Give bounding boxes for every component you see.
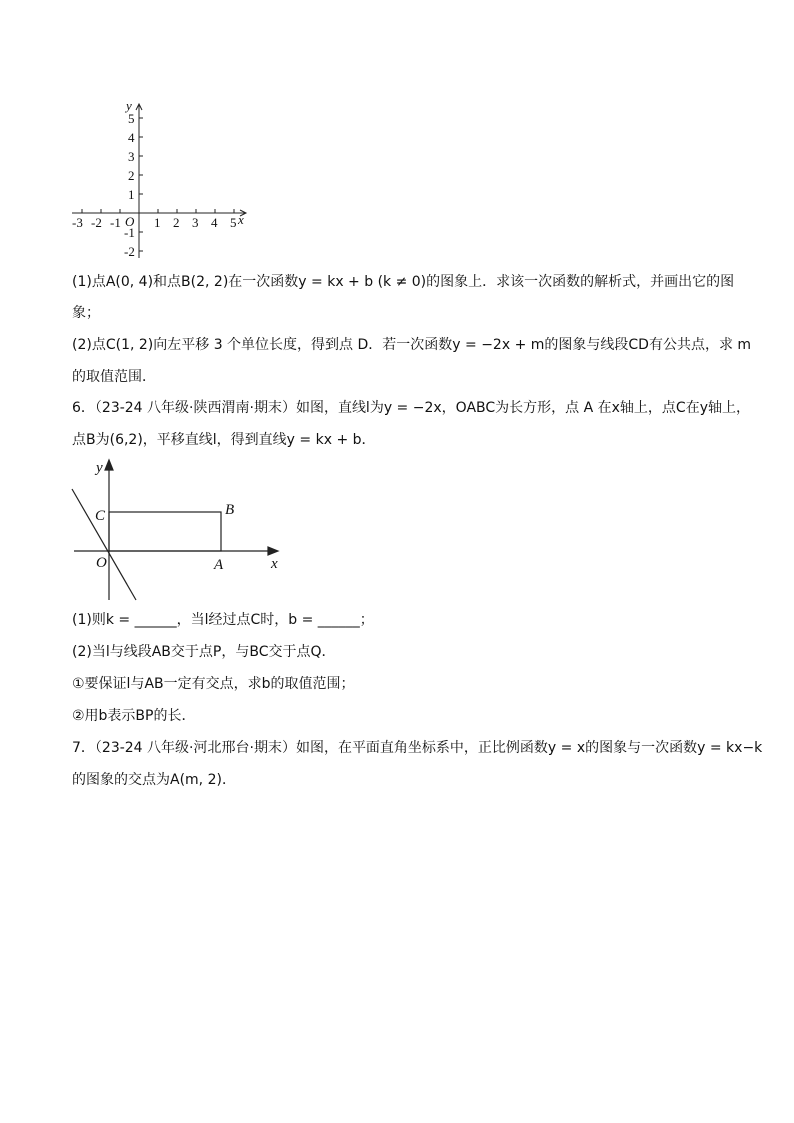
origin-label: O xyxy=(125,214,135,229)
q5-part1-line2: 象； xyxy=(72,305,100,321)
q7-stem-line2: 的图象的交点为A(m, 2)． xyxy=(72,772,236,788)
x-tick-label: -3 xyxy=(72,215,83,230)
y-tick-label: -1 xyxy=(124,225,135,240)
rectangle-oabc xyxy=(109,512,221,551)
y-tick-label: 3 xyxy=(128,149,135,164)
y-tick-label: -2 xyxy=(124,244,135,259)
x-axis-arrow xyxy=(268,547,278,555)
q6-part1: (1)则k = ______，当l经过点C时，b = ______； xyxy=(72,612,374,628)
q6-part2-item2: ②用b表示BP的长． xyxy=(72,708,196,724)
q6-part2-item1: ①要保证l与AB一定有交点，求b的取值范围； xyxy=(72,676,355,692)
point-c-label: C xyxy=(95,508,106,524)
y-axis-label: y xyxy=(126,98,132,113)
q6-stem-line1: 6．（23-24 八年级·陕西渭南·期末）如图，直线l为y = −2x，OABC为长方形，点 A 在x轴上，点C在y轴上， xyxy=(72,400,750,416)
rectangle-oabc-figure xyxy=(66,456,286,604)
origin-label: O xyxy=(96,555,107,571)
y-tick-label: 1 xyxy=(128,187,135,202)
y-tick-label: 5 xyxy=(128,111,135,126)
q7-stem-line1: 7．（23-24 八年级·河北邢台·期末）如图，在平面直角坐标系中，正比例函数y = x的图象与一次函数y = kx−k xyxy=(72,740,763,756)
x-axis-label: x xyxy=(271,556,278,572)
q6-part2: (2)当l与线段AB交于点P，与BC交于点Q． xyxy=(72,644,336,660)
x-tick-label: -2 xyxy=(91,215,102,230)
coordinate-grid-figure xyxy=(68,96,258,266)
x-tick-label: -1 xyxy=(110,215,121,230)
y-tick-label: 2 xyxy=(128,168,135,183)
q5-part1-line1: (1)点A(0, 4)和点B(2, 2)在一次函数y = kx + b (k ≠ 0)的图象上．求该一次函数的解析式，并画出它的图 xyxy=(72,274,735,290)
x-tick-label: 5 xyxy=(230,215,237,230)
line-l xyxy=(72,489,136,600)
q6-stem-line2: 点B为(6,2)，平移直线l，得到直线y = kx + b． xyxy=(72,432,376,448)
q5-part2-line2: 的取值范围． xyxy=(72,369,156,385)
point-a-label: A xyxy=(214,557,224,573)
x-tick-label: 2 xyxy=(173,215,180,230)
x-tick-label: 1 xyxy=(154,215,161,230)
q5-part2-line1: (2)点C(1, 2)向左平移 3 个单位长度，得到点 D．若一次函数y = −2x + m的图象与线段CD有公共点，求 m xyxy=(72,337,752,353)
x-axis-label: x xyxy=(238,212,244,227)
y-tick-label: 4 xyxy=(128,130,135,145)
x-tick-label: 4 xyxy=(211,215,218,230)
x-tick-label: 3 xyxy=(192,215,199,230)
point-b-label: B xyxy=(225,502,235,518)
y-axis-label: y xyxy=(96,460,103,476)
y-axis-arrow xyxy=(105,460,113,470)
